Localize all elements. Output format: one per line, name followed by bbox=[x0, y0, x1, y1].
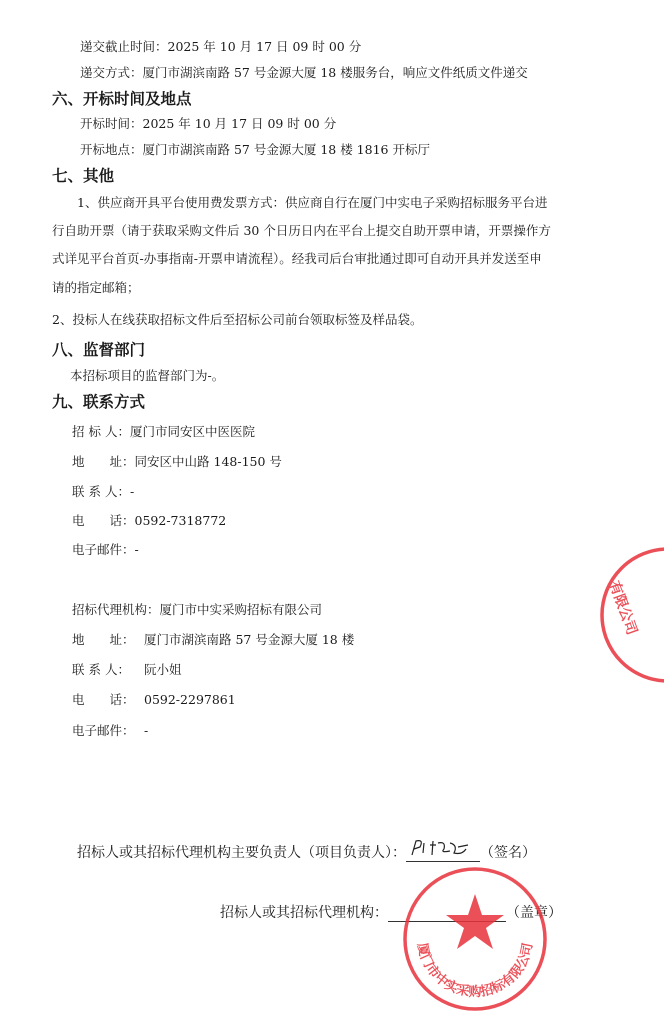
supervision-text: 本招标项目的监督部门为-。 bbox=[70, 368, 225, 383]
principal-signature-line bbox=[77, 843, 536, 862]
company-seal bbox=[400, 864, 550, 1014]
label: 联 系 人： bbox=[72, 662, 130, 677]
signature-field bbox=[406, 843, 480, 862]
label: 电 话： bbox=[72, 692, 135, 707]
value: 厦门市同安区中医医院 bbox=[129, 424, 255, 439]
section-8-heading: 八、监督部门 bbox=[52, 341, 146, 359]
principal-suffix: （签名） bbox=[480, 845, 536, 861]
label: 地 址： bbox=[72, 632, 135, 647]
label: 招标代理机构： bbox=[72, 602, 160, 617]
agency-suffix: （盖章） bbox=[506, 905, 562, 921]
star-icon bbox=[446, 894, 504, 949]
agency-email bbox=[72, 723, 148, 739]
principal-label: 招标人或其招标代理机构主要负责人（项目负责人）： bbox=[77, 845, 406, 861]
value: 同安区中山路 148-150 号 bbox=[134, 454, 282, 469]
svg-text:有限公司: 有限公司 bbox=[605, 579, 640, 638]
value: 阮小姐 bbox=[144, 662, 182, 677]
tenderer-name bbox=[72, 424, 255, 440]
partial-seal bbox=[596, 545, 664, 685]
value: 厦门市湖滨南路 57 号金源大厦 18 楼 bbox=[144, 632, 355, 647]
other-p2: 2、投标人在线获取招标文件后至招标公司前台领取标签及样品袋。 bbox=[52, 312, 423, 327]
agency-name bbox=[72, 602, 322, 618]
section-6-heading: 六、开标时间及地点 bbox=[52, 90, 192, 108]
handwritten-signature bbox=[406, 837, 480, 859]
other-p1-line2: 行自助开票（请于获取采购文件后 30 个日历日内在平台上提交自助开票申请，开票操作方 bbox=[52, 223, 551, 238]
value: 0592-2297861 bbox=[144, 692, 236, 707]
label: 招 标 人： bbox=[72, 424, 130, 439]
agency-contact bbox=[72, 662, 182, 678]
section-7-heading: 七、其他 bbox=[52, 167, 115, 185]
other-p1-line3: 式详见平台首页-办事指南-开票申请流程）。经我司后台审批通过即可自动开具并发送至申 bbox=[52, 251, 542, 266]
value: - bbox=[144, 723, 149, 738]
value: - bbox=[129, 484, 135, 499]
label: 电 话： bbox=[72, 513, 135, 528]
agency-phone bbox=[72, 692, 236, 708]
tenderer-address bbox=[72, 454, 282, 470]
label: 联 系 人： bbox=[72, 484, 130, 499]
label: 电子邮件： bbox=[72, 723, 135, 738]
submission-method: 递交方式：厦门市湖滨南路 57 号金源大厦 18 楼服务台，响应文件纸质文件递交 bbox=[80, 65, 528, 80]
section-9-heading: 九、联系方式 bbox=[52, 393, 146, 411]
value: 0592-7318772 bbox=[134, 513, 227, 528]
value: - bbox=[134, 542, 139, 557]
value: 厦门市中实采购招标有限公司 bbox=[159, 602, 323, 617]
opening-place: 开标地点：厦门市湖滨南路 57 号金源大厦 18 楼 1816 开标厅 bbox=[80, 142, 430, 157]
svg-text:厦门市中实采购招标有限公司 bbox=[414, 941, 536, 1000]
seal-text: 厦门市中实采购招标有限公司 bbox=[413, 941, 537, 1000]
label: 地 址： bbox=[72, 454, 135, 469]
agency-address bbox=[72, 632, 354, 648]
submission-deadline: 递交截止时间：2025 年 10 月 17 日 09 时 00 分 bbox=[80, 39, 362, 54]
tenderer-contact bbox=[72, 484, 134, 500]
other-p1-line1: 1、供应商开具平台使用费发票方式：供应商自行在厦门中实电子采购招标服务平台进 bbox=[77, 195, 548, 210]
opening-time: 开标时间：2025 年 10 月 17 日 09 时 00 分 bbox=[80, 116, 337, 131]
other-p1-line4: 请的指定邮箱； bbox=[52, 280, 140, 295]
label: 电子邮件： bbox=[72, 542, 135, 557]
agency-label: 招标人或其招标代理机构： bbox=[220, 905, 388, 921]
tenderer-phone bbox=[72, 513, 226, 529]
tenderer-email bbox=[72, 542, 139, 558]
